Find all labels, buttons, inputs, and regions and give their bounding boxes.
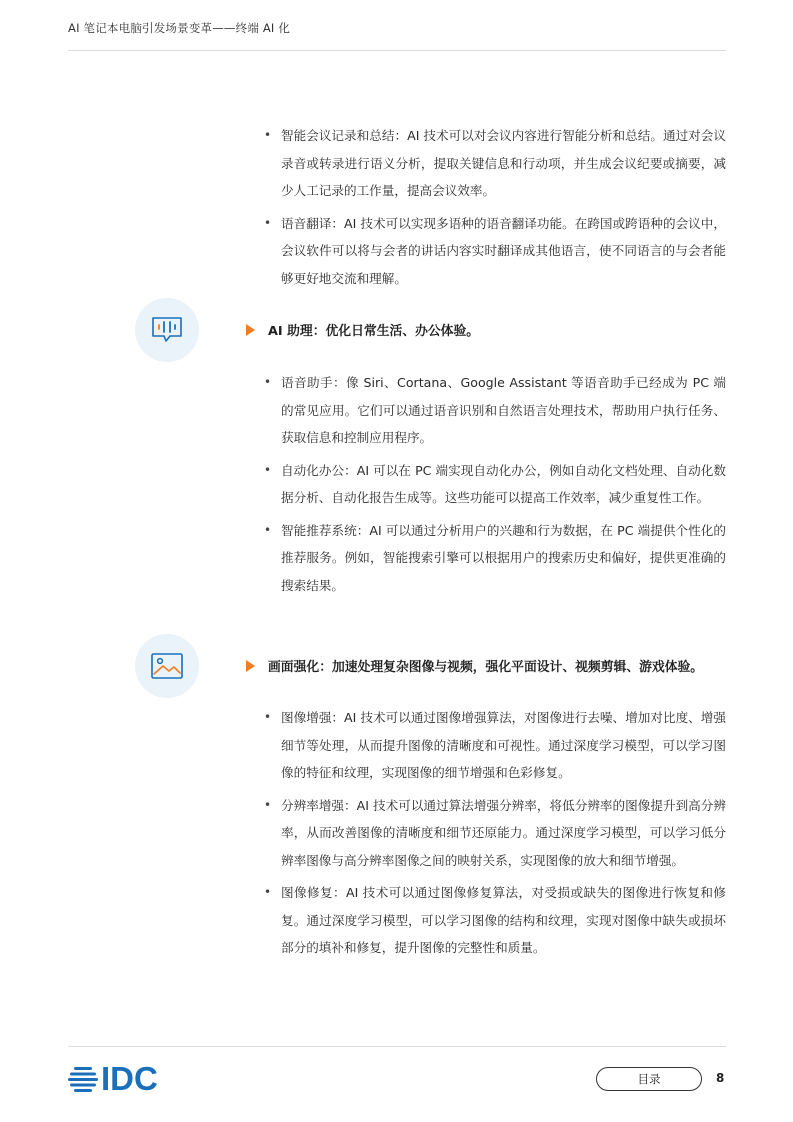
voice-chat-icon xyxy=(135,298,199,362)
list-item: • 分辨率增强：AI 技术可以通过算法增强分辨率，将低分辨率的图像提升到高分辨率，从而改善图像的清晰度和细节还原能力。通过深度学习模型，可以学习低分辨率图像与高分辨率图像之间的映射关系，实现图像的放大和细节增强。 xyxy=(264,792,726,875)
running-header: AI 笔记本电脑引发场景变革——终端 AI 化 xyxy=(68,21,291,35)
idc-logo xyxy=(68,1062,158,1096)
section-heading-ai-assistant xyxy=(246,320,479,339)
footer-divider xyxy=(68,1046,726,1047)
bullet-list-image-enhance xyxy=(264,704,726,962)
list-item: • 图像增强：AI 技术可以通过图像增强算法，对图像进行去噪、增加对比度、增强细节等处理，从而提升图像的清晰度和可视性。通过深度学习模型，可以学习图像的特征和纹理，实现图像的细节增强和色彩修复。 xyxy=(264,704,726,787)
section-heading-text: 画面强化：加速处理复杂图像与视频，强化平面设计、视频剪辑、游戏体验。 xyxy=(268,660,704,675)
bullet-list-ai-assistant xyxy=(264,369,726,599)
logo-text: IDC xyxy=(101,1060,158,1097)
triangle-bullet-icon xyxy=(246,324,255,336)
page-number: 8 xyxy=(716,1071,725,1085)
section-heading-image-enhance xyxy=(246,656,703,675)
list-item: • 语音翻译：AI 技术可以实现多语种的语音翻译功能。在跨国或跨语种的会议中，会议软件可以将与会者的讲话内容实时翻译成其他语言，使不同语言的与会者能够更好地交流和理解。 xyxy=(264,210,726,293)
header-divider xyxy=(68,50,726,51)
list-item: • 语音助手：像 Siri、Cortana、Google Assistant 等语音助手已经成为 PC 端的常见应用。它们可以通过语音识别和自然语言处理技术，帮助用户执行任务、获取信息和控制应用程序。 xyxy=(264,369,726,452)
idc-globe-icon xyxy=(68,1066,98,1092)
section-heading-text: AI 助理：优化日常生活、办公体验。 xyxy=(268,324,480,339)
toc-button[interactable]: 目录 xyxy=(596,1067,702,1091)
list-item: • 智能推荐系统：AI 可以通过分析用户的兴趣和行为数据，在 PC 端提供个性化的推荐服务。例如，智能搜索引擎可以根据用户的搜索历史和偏好，提供更准确的搜索结果。 xyxy=(264,517,726,600)
list-item: • 智能会议记录和总结：AI 技术可以对会议内容进行智能分析和总结。通过对会议录音或转录进行语义分析，提取关键信息和行动项，并生成会议纪要或摘要，减少人工记录的工作量，提高会议效率。 xyxy=(264,122,726,205)
list-item: • 自动化办公：AI 可以在 PC 端实现自动化办公，例如自动化文档处理、自动化数据分析、自动化报告生成等。这些功能可以提高工作效率，减少重复性工作。 xyxy=(264,457,726,512)
list-item: • 图像修复：AI 技术可以通过图像修复算法，对受损或缺失的图像进行恢复和修复。通过深度学习模型，可以学习图像的结构和纹理，实现对图像中缺失或损坏部分的填补和修复，提升图像的完整性和质量。 xyxy=(264,879,726,962)
bullet-list-meeting xyxy=(264,122,726,292)
image-icon xyxy=(135,634,199,698)
triangle-bullet-icon xyxy=(246,660,255,672)
